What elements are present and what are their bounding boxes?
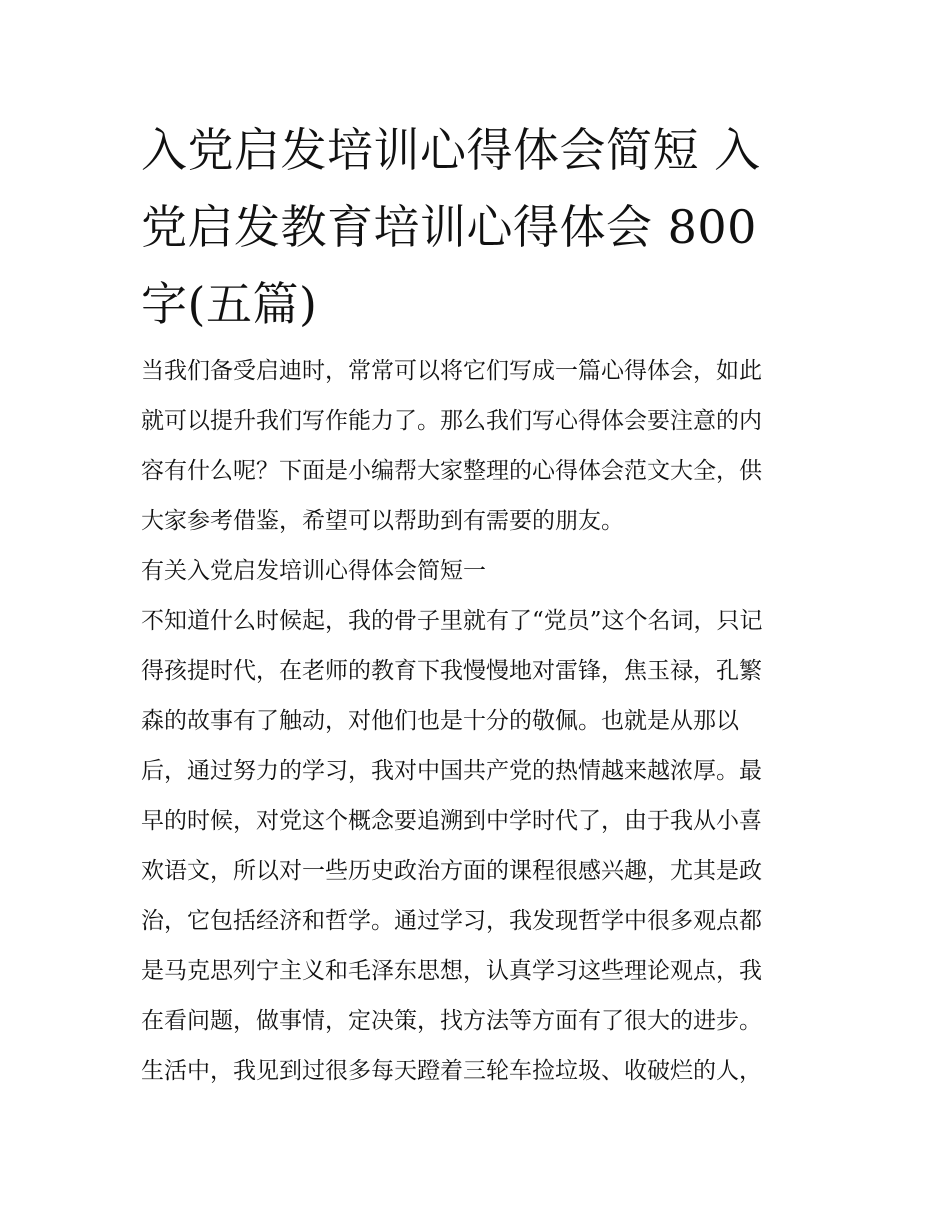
body-line: 治，它包括经济和哲学。通过学习，我发现哲学中很多观点都 <box>141 908 762 934</box>
document-body <box>141 346 813 1096</box>
document-content <box>141 112 813 1096</box>
body-line: 在看问题，做事情，定决策，找方法等方面有了很大的进步。 <box>141 1008 762 1034</box>
body-line: 欢语文，所以对一些历史政治方面的课程很感兴趣，尤其是政 <box>141 858 762 884</box>
body-line: 森的故事有了触动，对他们也是十分的敬佩。也就是从那以 <box>141 708 739 734</box>
body-line: 生活中，我见到过很多每天蹬着三轮车捡垃圾、收破烂的人， <box>141 1058 762 1084</box>
title-line: 党启发教育培训心得体会 800 <box>141 200 757 254</box>
body-line: 后，通过努力的学习，我对中国共产党的热情越来越浓厚。最 <box>141 758 762 784</box>
document-title <box>141 112 813 343</box>
body-line: 得孩提时代，在老师的教育下我慢慢地对雷锋，焦玉禄，孔繁 <box>141 658 762 684</box>
title-line: 入党启发培训心得体会简短 入 <box>141 123 761 177</box>
body-line: 当我们备受启迪时，常常可以将它们写成一篇心得体会，如此 <box>141 358 762 384</box>
section-heading: 有关入党启发培训心得体会简短一 <box>141 558 486 584</box>
body-line: 是马克思列宁主义和毛泽东思想，认真学习这些理论观点，我 <box>141 958 762 984</box>
title-line: 字(五篇) <box>141 277 318 331</box>
body-line: 就可以提升我们写作能力了。那么我们写心得体会要注意的内 <box>141 408 762 434</box>
body-line: 容有什么呢？下面是小编帮大家整理的心得体会范文大全，供 <box>141 458 762 484</box>
body-line: 早的时候，对党这个概念要追溯到中学时代了，由于我从小喜 <box>141 808 762 834</box>
body-line: 不知道什么时候起，我的骨子里就有了“党员”这个名词，只记 <box>141 608 763 634</box>
body-line: 大家参考借鉴，希望可以帮助到有需要的朋友。 <box>141 508 624 534</box>
